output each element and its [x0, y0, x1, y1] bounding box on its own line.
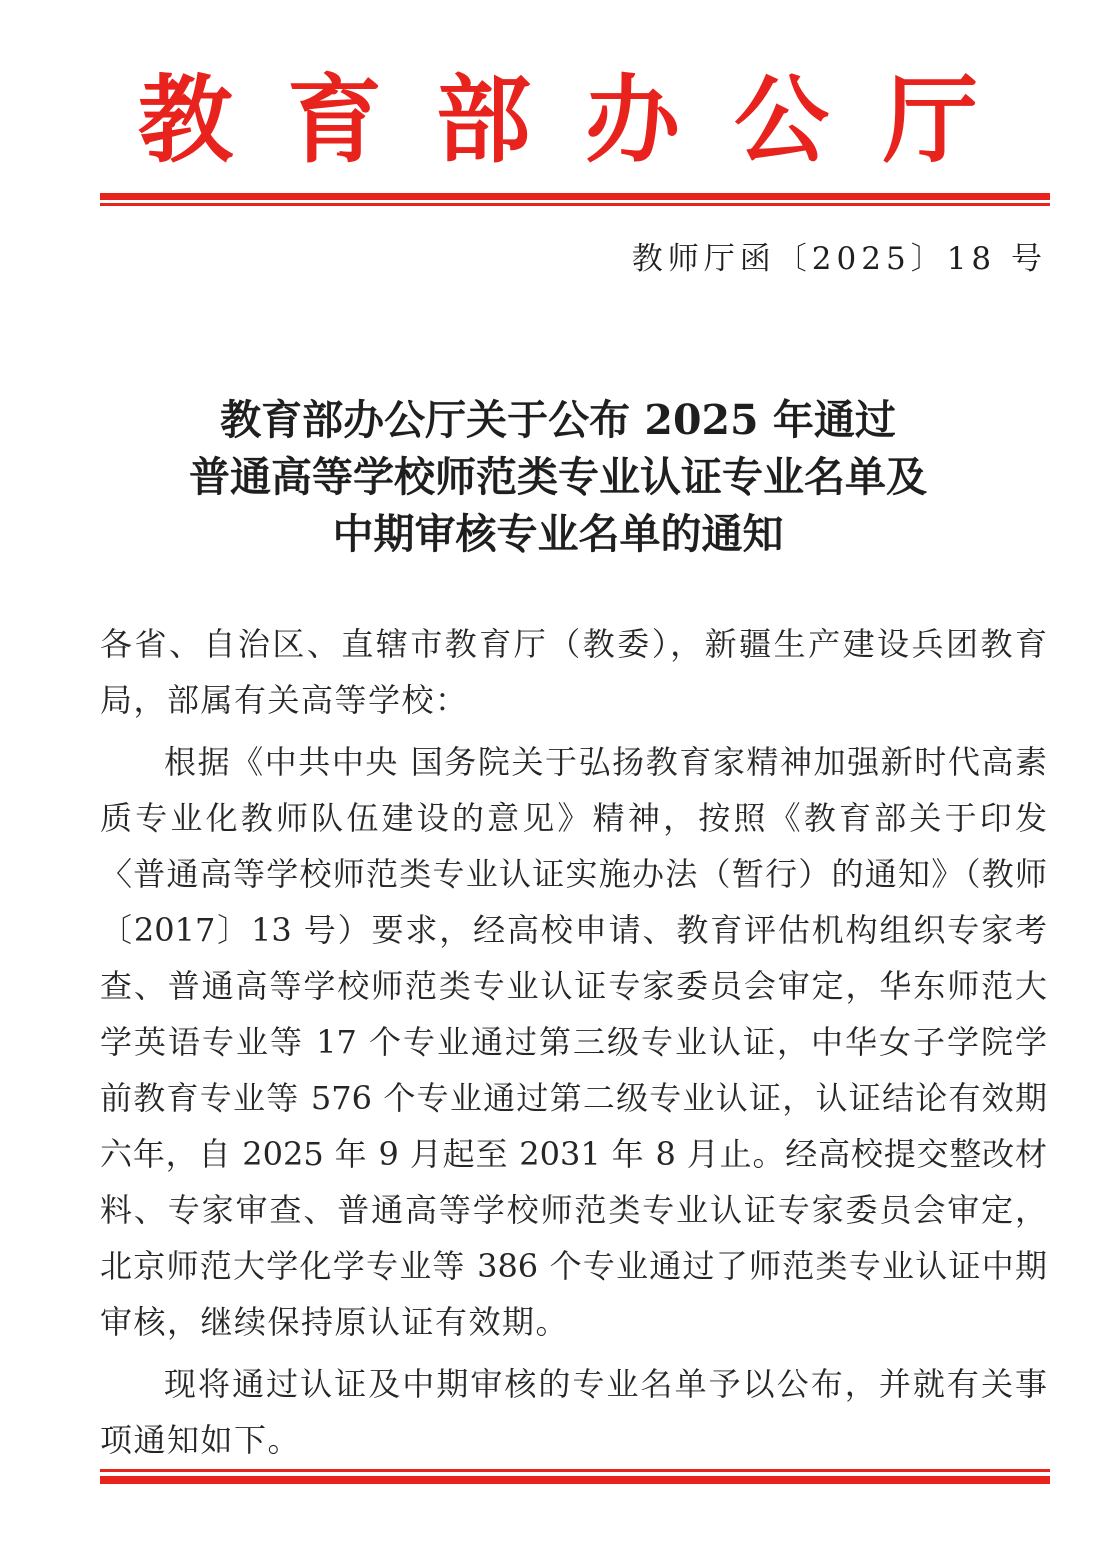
body-line: 质专业化教师队伍建设的意见》精神，按照《教育部关于印发 [100, 799, 1047, 837]
document-number: 教师厅函〔2025〕18 号 [631, 241, 1047, 277]
body-line: 〔2017〕13 号）要求，经高校申请、教育评估机构组织专家考 [100, 911, 1047, 949]
document-title [60, 392, 1056, 563]
body-line: 局，部属有关高等学校： [100, 681, 469, 719]
body-line: 〈普通高等学校师范类专业认证实施办法（暂行）的通知》（教师 [100, 855, 1047, 893]
body-line: 北京师范大学化学专业等 386 个专业通过了师范类专业认证中期 [100, 1247, 1047, 1285]
body-line: 现将通过认证及中期审核的专业名单予以公布，并就有关事 [164, 1365, 1047, 1403]
header-rule-thick [100, 193, 1050, 200]
body-line: 各省、自治区、直辖市教育厅（教委），新疆生产建设兵团教育 [100, 625, 1047, 663]
body-line: 审核，继续保持原认证有效期。 [100, 1303, 570, 1341]
document-body [100, 616, 1047, 1468]
body-line: 前教育专业等 576 个专业通过第二级专业认证，认证结论有效期 [100, 1079, 1047, 1117]
footer-rule-thick [100, 1476, 1050, 1484]
body-line: 六年，自 2025 年 9 月起至 2031 年 8 月止。经高校提交整改材 [100, 1135, 1047, 1173]
header-rule-thin [100, 203, 1050, 206]
footer-rule-thin [100, 1469, 1050, 1472]
agency-name: 教育部办公厅 [137, 65, 1032, 176]
body-line: 学英语专业等 17 个专业通过第三级专业认证，中华女子学院学 [100, 1023, 1047, 1061]
title-line-1: 教育部办公厅关于公布 2025 年通过 [220, 396, 896, 444]
body-line: 根据《中共中央 国务院关于弘扬教育家精神加强新时代高素 [164, 743, 1047, 781]
body-line: 项通知如下。 [100, 1421, 302, 1459]
title-line-3: 中期审核专业名单的通知 [332, 510, 784, 558]
body-line: 查、普通高等学校师范类专业认证专家委员会审定，华东师范大 [100, 967, 1047, 1005]
body-line: 料、专家审查、普通高等学校师范类专业认证专家委员会审定， [100, 1191, 1047, 1229]
title-line-2: 普通高等学校师范类专业认证专业名单及 [189, 453, 927, 501]
